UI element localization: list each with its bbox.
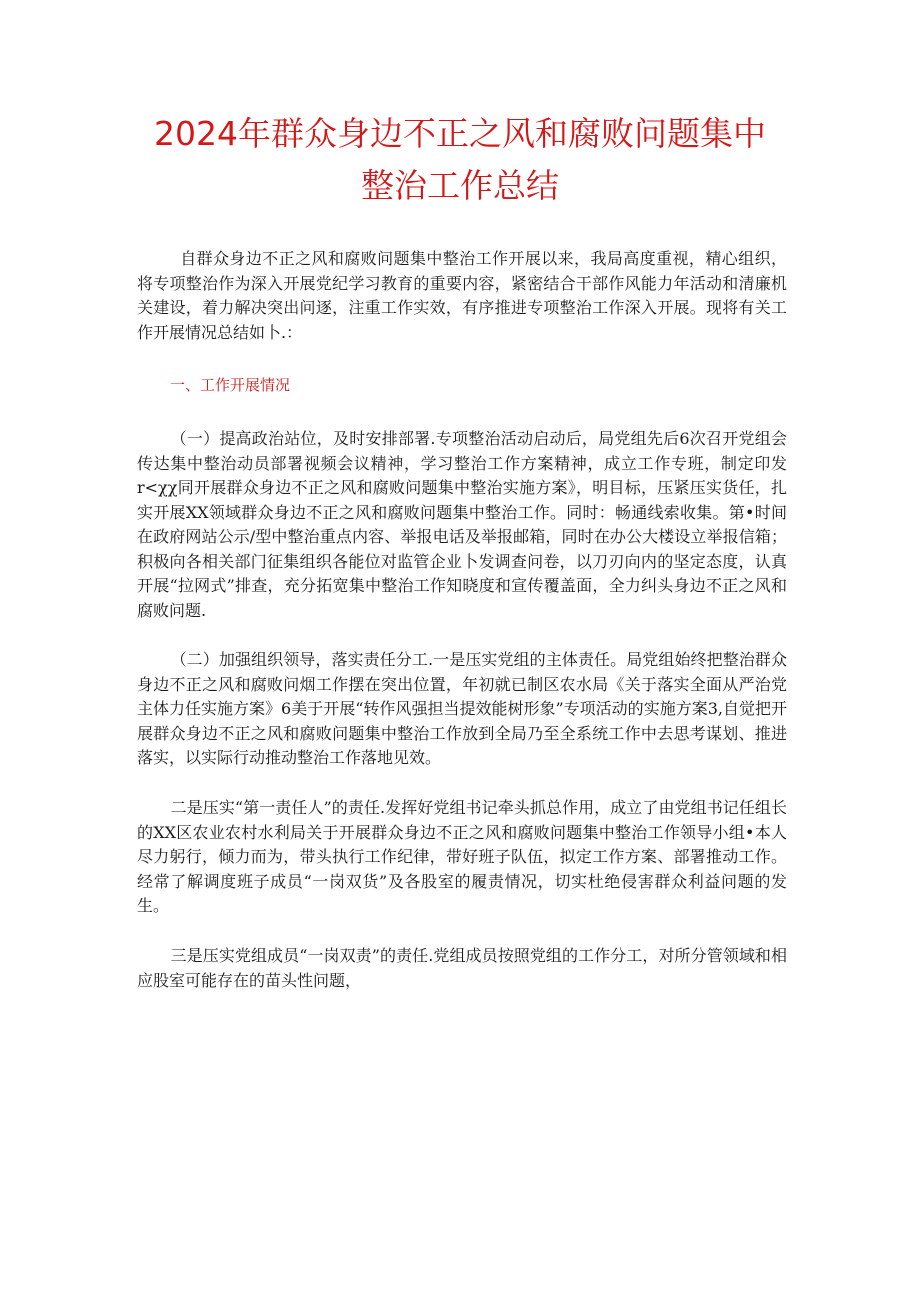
paragraph-first-responsible: 二是压实“第一责任人”的责任.发挥好党组书记牵头抓总作用，成立了由党组书记任组长的XX区农业农村水利局关于开展群众身边不正之风和腐败问题集中整治工作领导小组•本人尽力躬行，倾力而为，带头执行工作纪律，带好班子队伍，拟定工作方案、部署推动工作。经常了解调度班子成员“一岗双货”及各股室的履责情况，切实杜绝侵害群众利益问题的发生。 bbox=[137, 798, 787, 915]
title-line-2: 整治工作总结 bbox=[361, 166, 559, 205]
section-heading-work-status: 一、工作开展情况 bbox=[170, 376, 291, 394]
intro-paragraph: 自群众身边不正之风和腐败问题集中整治工作开展以来，我局高度重视，精心组织，将专项整治作为深入开展党纪学习教育的重要内容，紧密结合干部作风能力年活动和清廉机关建设，着力解决突出问逐，注重工作实效，有序推进专项整治工作深入开展。现将有关工作开展情况总结如卜.： bbox=[137, 249, 787, 342]
paragraph-organization-leadership: （二）加强组织领导，落实责任分工.一是压实党组的主体责任。局党组始终把整治群众身边不正之风和腐败问烟工作摆在突出位置，年初就已制区农水局《关于落实全面从严治党主体力任实施方案》6美于开展“转作风强担当提效能树形象”专项活动的实施方案3,自觉把开展群众身边不正之风和腐败问题集中整治工作放到全局乃至全系统工作中去思考谋划、推进落实，以实际行动推动整治工作落地见效。 bbox=[137, 650, 787, 767]
paragraph-member-responsibility: 三是压实党组成员“一岗双责”的责任.党组成员按照党组的工作分工，对所分管领域和相应股室可能存在的苗头性问题， bbox=[137, 946, 787, 990]
document-title bbox=[100, 108, 820, 212]
paragraph-political-stance: （一）提高政治站位，及时安排部署.专项整治活动启动后，局党组先后6次召开党组会传达集中整治动员部署视频会议精神，学习整治工作方案精神，成立工作专班，制定印发r<χχ同开展群众身边不正之风和腐败问题集中整治实施方案》，明目标，压紧压实货任，扎实开展XX领域群众身边不正之风和腐败问题集中整治工作。同时：畅通线索收集。第•时间在政府网站公示/型中整治重点内容、举报电话及举报邮箱，同时在办公大楼设立举报信箱；积极向各相关部门征集组织各能位对监管企业卜发调查问卷，以刀刃向内的坚定态度，认真开展“拉网式”排查，充分拓宽集中整治工作知晓度和宣传覆盖面，全力纠头身边不正之风和腐败问题. bbox=[137, 429, 787, 620]
title-line-1: 2024年群众身边不正之风和腐败问题集中 bbox=[154, 114, 766, 153]
